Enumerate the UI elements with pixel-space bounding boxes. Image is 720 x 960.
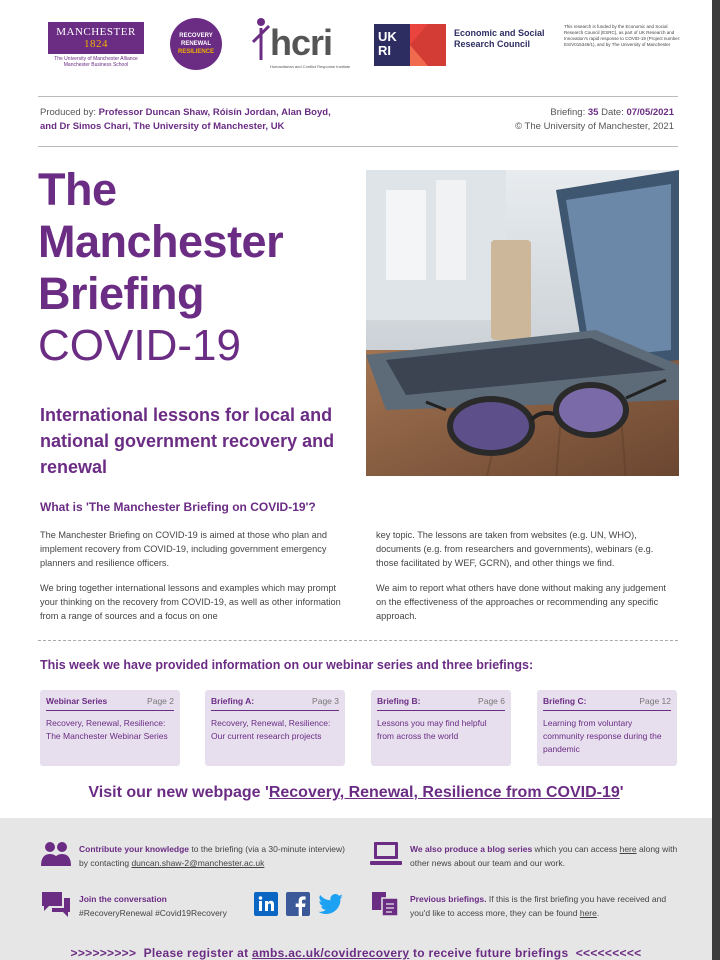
card-page: Page 2 [147, 696, 174, 706]
title-line1: The [38, 164, 117, 215]
what-is-col1 [40, 528, 342, 634]
blog-bold: We also produce a blog series [410, 844, 533, 854]
blog-text [410, 842, 680, 870]
prev-body: If this is the first briefing you have received and you'd like to access more, they can be found [410, 894, 667, 918]
produced-by [40, 106, 360, 134]
blog-body: which you can access [532, 844, 620, 854]
blog-body2: along with other news about our team and our work. [410, 844, 678, 868]
linkedin-icon[interactable] [254, 892, 278, 916]
recovery-renewal-resilience-logo [170, 18, 222, 70]
register-link[interactable]: ambs.ac.uk/covidrecovery [252, 946, 410, 960]
what-is-col2 [376, 528, 678, 634]
arrows-left: >>>>>>>>> [70, 946, 137, 960]
visit-suffix: ' [619, 784, 624, 801]
card-page: Page 3 [312, 696, 339, 706]
visit-webpage-link[interactable]: Recovery, Renewal, Resilience from COVID-19 [268, 784, 620, 801]
hashtags: #RecoveryRenewal #Covid19Recovery [79, 908, 227, 918]
briefing-number: 35 [587, 107, 599, 118]
social-links [254, 892, 344, 916]
visit-prefix: Visit our new webpage ' [88, 784, 269, 801]
join-bold: Join the conversation [79, 894, 167, 904]
people-icon [40, 840, 72, 868]
card-desc: Lessons you may find helpful from across the world [377, 718, 487, 741]
chat-icon [40, 890, 72, 918]
card-desc: Recovery, Renewal, Resilience: Our current research projects [211, 718, 331, 741]
esrc-name: Economic and Social Research Council [454, 28, 545, 49]
page-edge [712, 0, 720, 960]
briefing-label: Briefing: [550, 107, 586, 118]
contact-email-link[interactable]: duncan.shaw-2@manchester.ac.uk [131, 858, 265, 868]
register-banner [0, 946, 712, 960]
hcri-sub: Humanitarian and Conflict Response Institute [270, 64, 351, 69]
what-is-p2: We bring together international lessons and examples which may prompt your thinking on the recovery from COVID-19, as well as other information from a range of sources and a focus on one [40, 583, 341, 621]
documents-icon [370, 890, 402, 918]
subtitle: International lessons for local and national government recovery and renewal [40, 405, 335, 477]
briefing-cards [40, 690, 680, 766]
facebook-icon[interactable] [286, 892, 310, 916]
join-conversation [79, 892, 259, 920]
card-briefing-b[interactable] [371, 690, 511, 766]
produced-label: Produced by: [40, 107, 96, 118]
card-name: Webinar Series [46, 696, 108, 706]
footer [0, 818, 712, 960]
divider [38, 96, 678, 97]
contribute-body: to the briefing (via a 30-minute interview) by contacting [79, 844, 345, 868]
hcri-logo [252, 16, 352, 74]
card-page: Page 12 [639, 696, 671, 706]
copyright: © The University of Manchester, 2021 [515, 121, 674, 132]
manchester-logo-name: MANCHESTER [56, 26, 136, 38]
funding-note: This research is funded by the Economic and Social Research Council (ESRC), as part of UK Research and Innovation's rapid response to COVID-19 (Project number: ES/V015346/1), and by The University of Manchester [564, 24, 681, 47]
briefing-date: 07/05/2021 [626, 107, 674, 118]
card-desc: Learning from voluntary community response during the pandemic [543, 718, 662, 754]
card-briefing-c[interactable] [537, 690, 677, 766]
rrr-line3: RESILIENCE [177, 49, 214, 55]
authors-line2: and Dr Simos Chari, The University of Manchester, UK [40, 121, 285, 132]
card-name: Briefing B: [377, 696, 421, 706]
register-text: Please register at [143, 946, 253, 960]
register-text2: to receive future briefings [409, 946, 569, 960]
previous-briefings: Previous briefings. If this is the first briefing you have received and you'd like to access more, they can be found here. [410, 894, 667, 918]
logo-bar [38, 14, 681, 78]
dashed-divider [38, 640, 678, 641]
manchester-logo [48, 22, 144, 68]
card-desc: Recovery, Renewal, Resilience: The Manchester Webinar Series [46, 718, 168, 741]
visit-webpage [0, 784, 712, 802]
laptop-glasses-photo [366, 170, 679, 476]
ukri-wordmark: UK RI [374, 24, 410, 66]
arrows-right: <<<<<<<<< [575, 946, 642, 960]
ukri-red-block [410, 24, 446, 66]
what-is-p3: key topic. The lessons are taken from websites (e.g. UN, WHO), documents (e.g. from researchers and governments), webinars (e.g. those facilitated by WEF, GCRN), and other things we find. [376, 530, 654, 568]
figure-icon [252, 16, 270, 62]
card-briefing-a[interactable] [205, 690, 345, 766]
card-name: Briefing A: [211, 696, 255, 706]
rrr-line1: RECOVERY [179, 33, 213, 39]
ukri-logo [374, 24, 446, 66]
card-name: Briefing C: [543, 696, 587, 706]
laptop-icon [370, 840, 402, 868]
what-is-p4: We aim to report what others have done without making any judgement on the effectiveness of the approaches or recommending any specific approach. [376, 583, 666, 621]
title-line4: COVID-19 [38, 321, 241, 370]
blog-link[interactable]: here [619, 844, 637, 854]
card-page: Page 6 [478, 696, 505, 706]
briefing-info [414, 106, 674, 134]
hcri-wordmark: hcri [270, 22, 333, 63]
page-title [38, 164, 358, 372]
authors-line1: Professor Duncan Shaw, Róisín Jordan, Alan Boyd, [98, 107, 331, 118]
contribute-bold: Contribute your knowledge [79, 844, 190, 854]
manchester-logo-year: 1824 [84, 38, 108, 50]
rrr-line2: RENEWAL [181, 41, 211, 47]
title-line3: Briefing [38, 268, 205, 319]
previous-briefings-link[interactable]: here [579, 908, 597, 918]
what-is-heading: What is 'The Manchester Briefing on COVID-19'? [40, 500, 316, 514]
card-webinar-series[interactable] [40, 690, 180, 766]
prev-bold: Previous briefings. [410, 894, 487, 904]
this-week-heading: This week we have provided information on our webinar series and three briefings: [40, 658, 534, 672]
what-is-p1: The Manchester Briefing on COVID-19 is aimed at those who plan and implement recovery from COVID-19, including government emergency planners and resilience officers. [40, 530, 328, 568]
twitter-icon[interactable] [318, 892, 344, 916]
date-label: Date: [601, 107, 624, 118]
title-line2: Manchester [38, 216, 284, 267]
contribute-text [79, 842, 349, 870]
divider [38, 146, 678, 147]
manchester-logo-sub: The University of Manchester Alliance Manchester Business School [54, 56, 138, 68]
